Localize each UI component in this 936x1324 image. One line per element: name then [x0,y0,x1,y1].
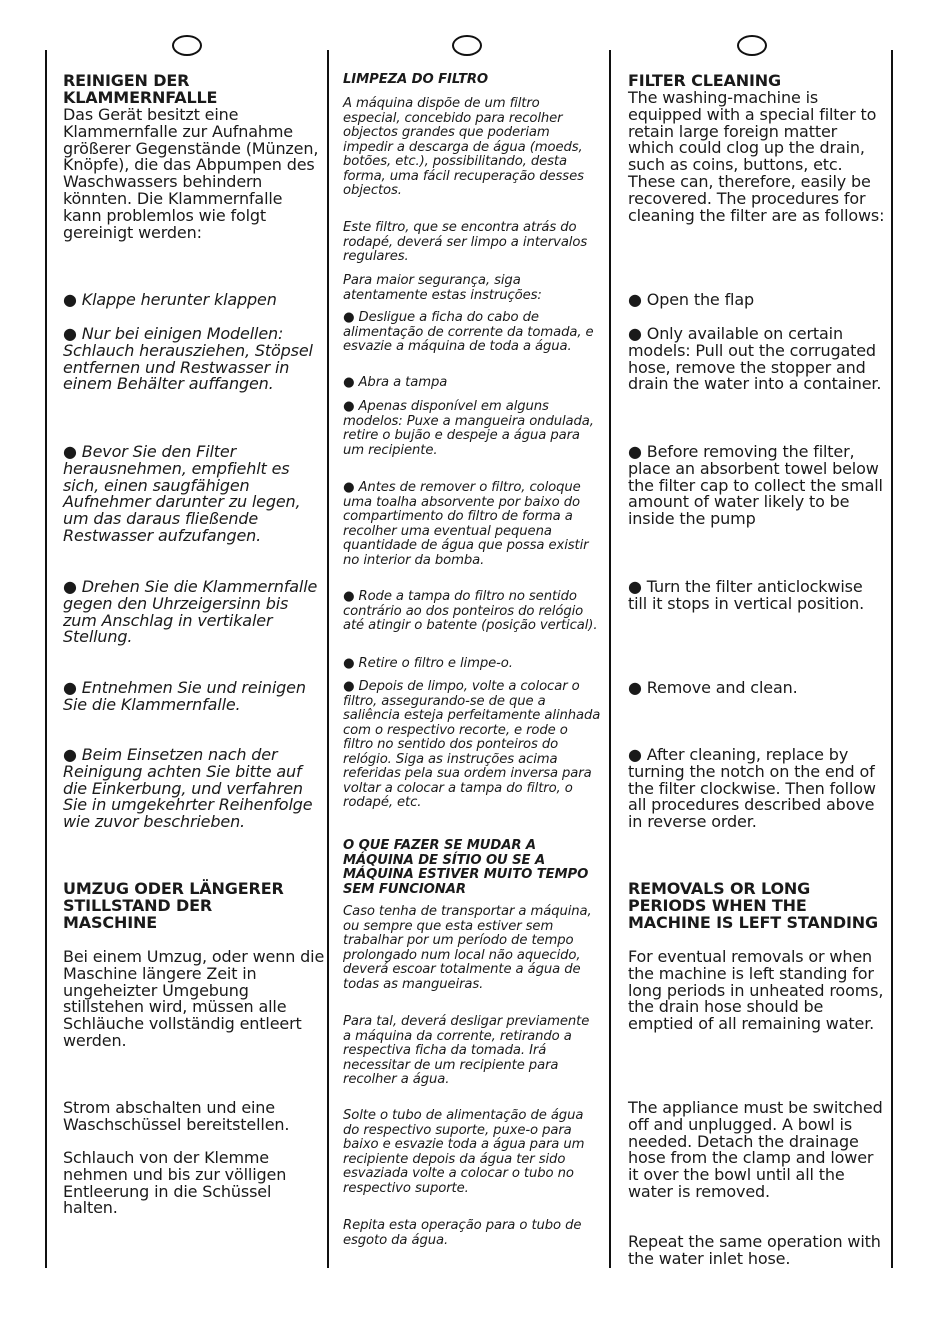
language-oval-german [172,35,202,56]
bullet-icon: ● [343,310,355,325]
left-margin-rule [45,50,47,1268]
english-step-6: ● After cleaning, replace by turning the notch on the end of the filter clockwise. Then follow all procedures described above in reverse order. [628,745,876,832]
english-step-2: ● Only available on certain models: Pull out the corrugated hose, remove the stopper and drain the water into a container. [628,324,882,394]
portuguese-intro-1: A máquina dispõe de um filtro especial, concebido para recolher objectos grandes que poderiam impedir a descarga de água (moeds, botões, etc.), possibilitando, desta forma, uma fácil recuperação desses objectos. [343,96,584,198]
german-step-4: ● Drehen Sie die Klammernfalle gegen den Uhrzeigersinn bis zum Anschlag in vertikaler Stellung. [63,577,318,647]
portuguese-step-5: ● Rode a tampa do filtro no sentido contrário ao dos ponteiros do relógio até atingir o batente (posição vertical). [343,589,598,633]
english-step-3: ● Before removing the filter, place an absorbent towel below the filter cap to collect the small amount of water likely to be inside the pump [628,442,883,529]
german-step-3: ● Bevor Sie den Filter herausnehmen, empfiehlt es sich, einen saugfähigen Aufnehmer darunter zu legen, um das daraus fließende Restwasser aufzufangen. [63,442,301,545]
bullet-icon: ● [63,442,77,461]
german-removal-3: Schlauch von der Klemme nehmen und bis zur völligen Entleerung in die Schüssel halten. [63,1148,287,1218]
bullet-icon: ● [63,324,77,343]
portuguese-intro-3: Para maior segurança, siga atentamente estas instruções: [343,273,542,303]
language-oval-portuguese [452,35,482,56]
german-intro: Das Gerät besitzt eine Klammernfalle zur Aufnahme größerer Gegenstände (Münzen, Knöpfe), die das Abpumpen des Waschwassers behindern könnten. Die Klammernfalle kann problemlos wie folgt gereinigt werden: [63,105,319,242]
portuguese-heading-cleaning: LIMPEZA DO FILTRO [343,72,489,87]
bullet-icon: ● [628,745,642,764]
german-step-1: ● Klappe herunter klappen [63,290,277,309]
german-step-6: ● Beim Einsetzen nach der Reinigung achten Sie bitte auf die Einkerbung, und verfahren Sie in umgekehrter Reihenfolge wie zuvor beschrieben. [63,745,313,832]
bullet-icon: ● [628,442,642,461]
portuguese-removal-4: Repita esta operação para o tubo de esgoto da água. [343,1218,582,1248]
bullet-icon: ● [343,656,355,671]
bullet-icon: ● [628,577,642,596]
portuguese-intro-2: Este filtro, que se encontra atrás do rodapé, deverá ser limpo a intervalos regulares. [343,220,588,264]
portuguese-step-3: ● Apenas disponível em alguns modelos: Puxe a mangueira ondulada, retire o bujão e despeje a água para um recipiente. [343,399,594,458]
bullet-icon: ● [343,480,355,495]
right-margin-rule [891,50,893,1268]
english-step-5: ● Remove and clean. [628,678,798,697]
portuguese-step-6: ● Retire o filtro e limpe-o. [343,656,513,671]
portuguese-step-2: ● Abra a tampa [343,375,448,390]
bullet-icon: ● [628,290,642,309]
column-divider-1 [327,50,329,1268]
bullet-icon: ● [63,290,77,309]
english-step-4: ● Turn the filter anticlockwise till it stops in vertical position. [628,577,865,613]
bullet-icon: ● [628,324,642,343]
bullet-icon: ● [63,745,77,764]
english-step-1: ● Open the flap [628,290,755,309]
column-divider-2 [609,50,611,1268]
portuguese-removal-1: Caso tenha de transportar a máquina, ou sempre que esta estiver sem trabalhar por um período de tempo prolongado num local não aquecido, deverá escoar totalmente a água de todas as mangueiras. [343,904,592,992]
german-step-2: ● Nur bei einigen Modellen: Schlauch herausziehen, Stöpsel entfernen und Restwasser in einem Behälter auffangen. [63,324,313,394]
german-heading-removal: UMZUG ODER LÄNGERER STILLSTAND DER MASCHINE [63,879,284,932]
portuguese-heading-removal: O QUE FAZER SE MUDAR A MÁQUINA DE SÍTIO OU SE A MÁQUINA ESTIVER MUITO TEMPO SEM FUNCIONAR [343,838,589,897]
bullet-icon: ● [343,679,355,694]
bullet-icon: ● [628,678,642,697]
english-removal-3: Repeat the same operation with the water inlet hose. [628,1232,881,1268]
bullet-icon: ● [63,678,77,697]
german-removal-2: Strom abschalten und eine Waschschüssel bereitstellen. [63,1098,290,1134]
portuguese-step-4: ● Antes de remover o filtro, coloque uma toalha absorvente por baixo do compartimento do filtro de forma a recolher uma eventual pequena quantidade de água que possa existir no interior da bomba. [343,480,589,568]
bullet-icon: ● [343,589,355,604]
german-step-5: ● Entnehmen Sie und reinigen Sie die Klammernfalle. [63,678,306,714]
english-heading-cleaning: FILTER CLEANING [628,71,782,90]
language-oval-english [737,35,767,56]
bullet-icon: ● [343,399,355,414]
portuguese-step-1: ● Desligue a ficha do cabo de alimentação de corrente da tomada, e esvazie a máquina de toda a água. [343,310,594,354]
german-removal-1: Bei einem Umzug, oder wenn die Maschine längere Zeit in ungeheizter Umgebung stillstehen wird, müssen alle Schläuche vollständig entleert werden. [63,947,325,1050]
portuguese-step-7: ● Depois de limpo, volte a colocar o filtro, assegurando-se de que a saliência esteja perfeitamente alinhada com o respectivo recorte, e rode o filtro no sentido dos ponteiros do relógio. Siga as instruções acima referidas pela sua ordem inversa para voltar a colocar a tampa do filtro, o rodapé, etc. [343,679,601,810]
portuguese-removal-3: Solte o tubo de alimentação de água do respectivo suporte, puxe-o para baixo e esvazie toda a água para um recipiente depois da água ter sido esvaziada volte a colocar o tubo no respectivo suporte. [343,1108,585,1196]
english-heading-removal: REMOVALS OR LONG PERIODS WHEN THE MACHINE IS LEFT STANDING [628,879,878,932]
bullet-icon: ● [343,375,355,390]
english-removal-2: The appliance must be switched off and unplugged. A bowl is needed. Detach the drainage hose from the clamp and lower it over the bowl until all the water is removed. [628,1098,883,1201]
bullet-icon: ● [63,577,77,596]
portuguese-removal-2: Para tal, deverá desligar previamente a máquina da corrente, retirando a respectiva ficha da tomada. Irá necessitar de um recipiente para recolher a água. [343,1014,590,1087]
german-heading-cleaning: REINIGEN DER KLAMMERNFALLE [63,71,218,107]
english-intro: The washing-machine is equipped with a special filter to retain large foreign matter which could clog up the drain, such as coins, buttons, etc. These can, therefore, easily be recovered. The procedures for cleaning the filter are as follows: [628,88,885,225]
english-removal-1: For eventual removals or when the machine is left standing for long periods in unheated rooms, the drain hose should be emptied of all remaining water. [628,947,884,1034]
